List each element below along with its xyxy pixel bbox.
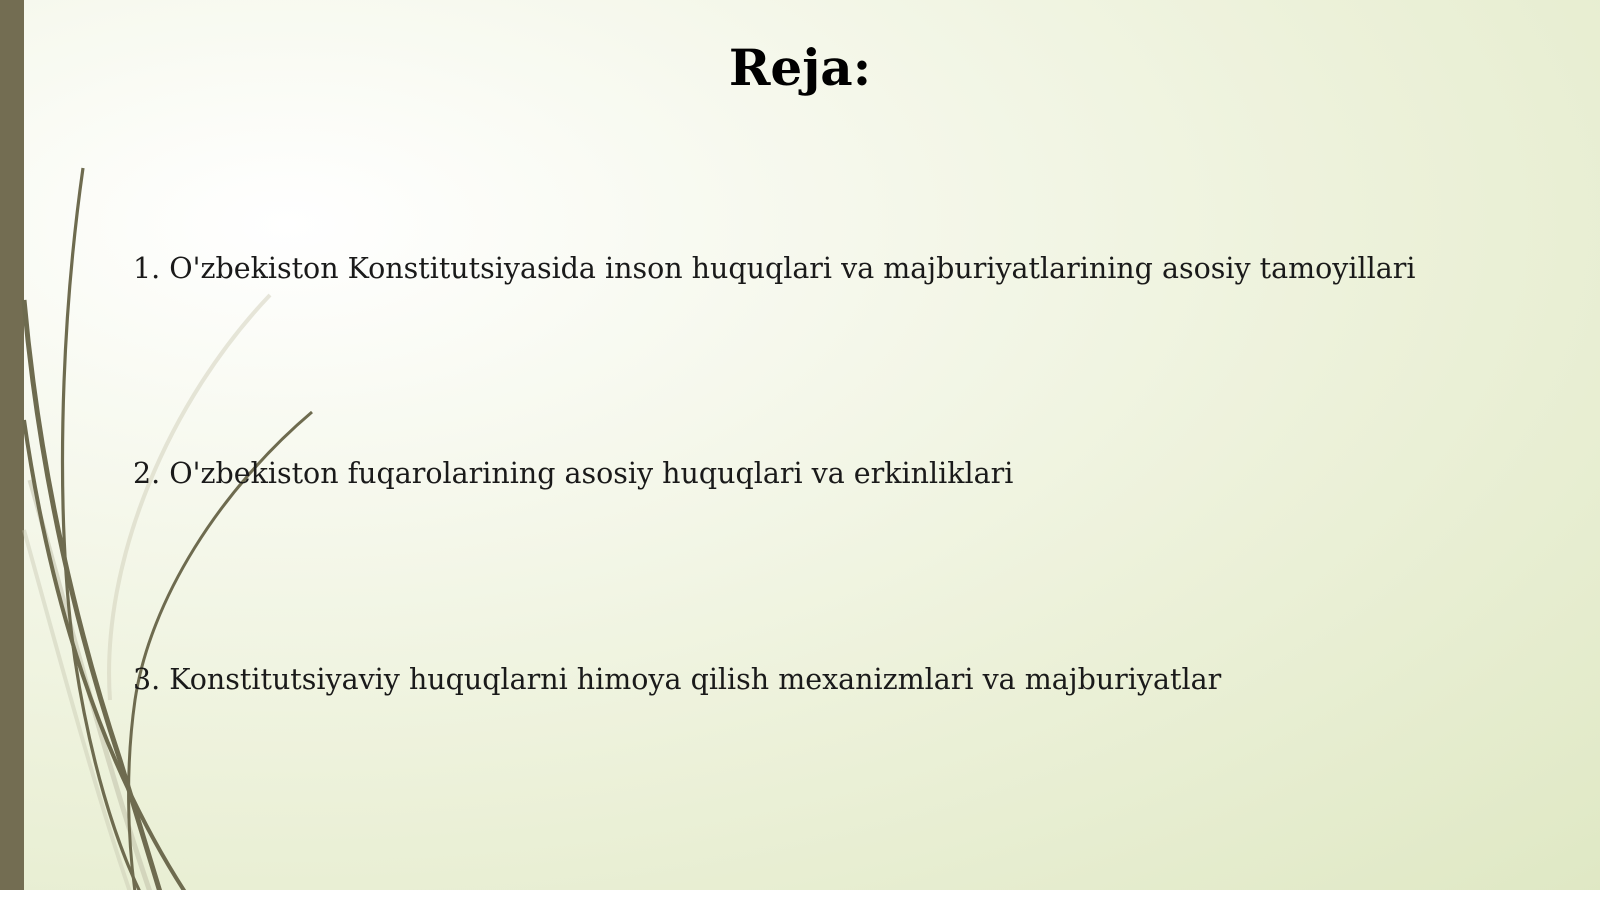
plan-item-3: 3. Konstitutsiyaviy huquqlarni himoya qilish mexanizmlari va majburiyatlar bbox=[133, 663, 1222, 696]
slide-title: Reja: bbox=[728, 38, 872, 97]
bottom-border bbox=[0, 890, 1600, 899]
plan-item-2: 2. O'zbekiston fuqarolarining asosiy huquqlari va erkinliklari bbox=[133, 457, 1014, 490]
plan-item-1: 1. O'zbekiston Konstitutsiyasida inson huquqlari va majburiyatlarining asosiy tamoyillari bbox=[133, 252, 1416, 285]
